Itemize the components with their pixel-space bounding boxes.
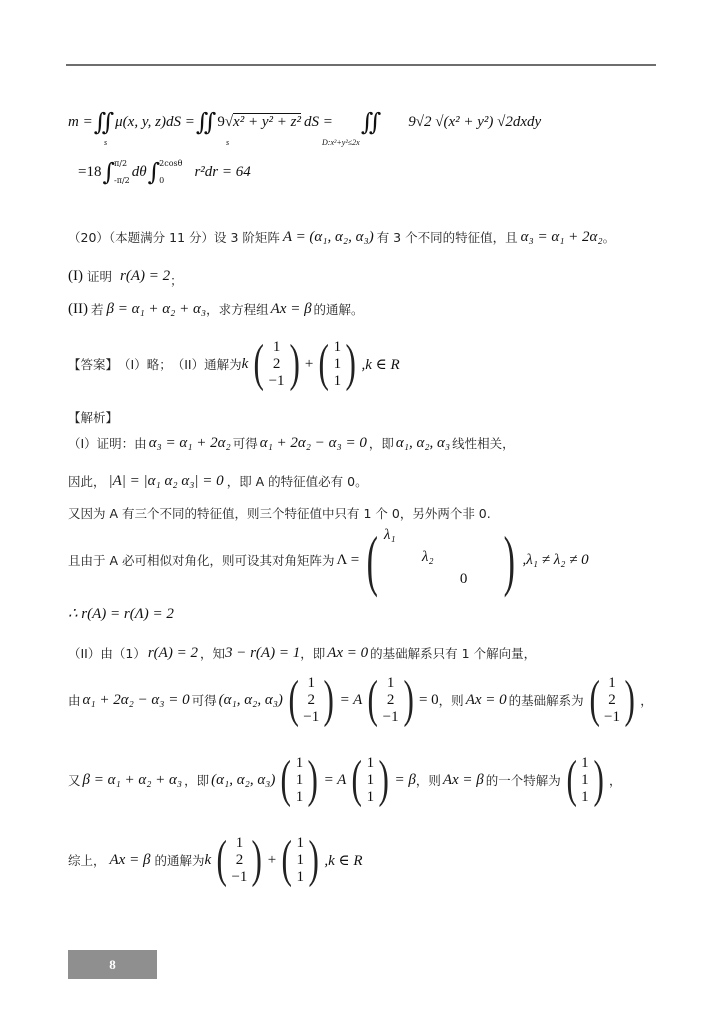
integral-symbol: ∫ <box>147 158 161 186</box>
double-integral-symbol: ∬ <box>93 108 115 136</box>
text: 因此， <box>68 474 106 489</box>
answer-part1: （I）略； <box>118 357 172 372</box>
double-integral-symbol: ∬ <box>360 108 382 136</box>
vector <box>563 751 607 808</box>
problem-statement <box>68 228 615 246</box>
analysis-p2-line2 <box>68 671 653 728</box>
part2-text-b: ，求方程组 <box>206 302 269 317</box>
math: r(A) = 2 <box>147 644 198 661</box>
entry: −1 <box>603 708 620 725</box>
entry: 2 <box>386 691 395 708</box>
left-paren: ( <box>566 751 577 808</box>
entry: 2 <box>307 691 315 708</box>
label-text: 【解析】 <box>68 410 119 425</box>
math: Ax = 0 <box>465 691 507 708</box>
analysis-p2-line4 <box>68 831 363 888</box>
math: β = α₁ + α₂ + α₃ <box>82 771 183 788</box>
part1-text: 证明 <box>87 269 113 284</box>
left-paren: ( <box>280 751 292 808</box>
tail: ,λ₁ ≠ λ₂ ≠ 0 <box>522 551 589 568</box>
left-paren: ( <box>589 671 600 728</box>
grid <box>384 527 498 593</box>
mass-formula-line1 <box>68 108 541 136</box>
math: α₁, α₂, α₃ <box>395 434 451 451</box>
part1-label: (I) <box>68 267 83 284</box>
column <box>230 835 248 886</box>
formula-mu: μ(x, y, z)dS = <box>115 113 195 130</box>
column <box>382 675 400 726</box>
entry: 1 <box>307 674 315 691</box>
left-paren: ( <box>216 831 227 888</box>
entry: 1 <box>581 771 589 788</box>
entry: λ₂ <box>421 549 434 565</box>
text: ，即 <box>300 646 326 661</box>
entry: 1 <box>272 338 281 355</box>
k: k <box>241 355 249 372</box>
text: 又因为 A 有三个不同的特征值，则三个特征值中只有 1 个 0，另外两个非 0. <box>68 506 491 521</box>
k: k <box>204 851 212 868</box>
answer-part2: （II）通解为 <box>171 357 242 372</box>
problem-part1 <box>68 263 183 289</box>
end-mark: 。 <box>602 230 616 245</box>
plus: + <box>304 355 314 372</box>
entry: 1 <box>366 788 375 805</box>
column <box>268 339 286 390</box>
answer-label: 【答案】 <box>68 357 119 372</box>
header-rule <box>66 64 656 66</box>
vector <box>586 671 639 728</box>
math: = A <box>323 771 347 788</box>
text: 线性相关， <box>452 436 515 451</box>
right-paren: ) <box>251 831 263 888</box>
part1-math: r(A) = 2 <box>120 267 171 284</box>
dtheta: dθ <box>131 163 147 180</box>
math: 3 − r(A) = 1 <box>224 644 301 661</box>
analysis-p1-conclusion <box>68 604 174 623</box>
entry: 1 <box>386 674 395 691</box>
right-paren: ) <box>593 751 604 808</box>
vector-1 <box>213 831 266 888</box>
left-paren: ( <box>253 335 265 392</box>
entry: 2 <box>272 355 281 372</box>
math: α₁ + 2α₂ − α₃ = 0 <box>82 691 190 708</box>
text: 可得 <box>232 436 258 451</box>
int3-domain: D:x²+y²≤2x <box>322 138 360 147</box>
entry: 1 <box>581 788 589 805</box>
column <box>295 755 305 806</box>
part2-math-b: Ax = β <box>270 300 312 317</box>
left-paren: ( <box>366 522 379 598</box>
upper: π/2 <box>113 159 128 168</box>
text: ，则 <box>415 773 441 788</box>
lead: =18 <box>78 163 102 180</box>
answer-tail: ,k ∈ R <box>361 356 400 373</box>
entry: 0 <box>459 571 468 587</box>
text: 综上， <box>68 853 106 868</box>
part1-end: ； <box>170 273 183 288</box>
right-paren: ) <box>503 522 515 598</box>
text: 的通解为 <box>154 853 205 868</box>
entry: 1 <box>366 771 375 788</box>
mass-formula-line2 <box>78 158 251 186</box>
int1-limits <box>114 159 130 185</box>
part2-math-a: β = α₁ + α₂ + α₃ <box>106 300 207 317</box>
part2-text-c: 的通解。 <box>313 302 364 317</box>
tail: ,k ∈ R <box>324 852 363 869</box>
entry: 1 <box>296 851 305 868</box>
vector-1 <box>250 335 303 392</box>
text: 又 <box>68 773 81 788</box>
text: （II）由（1） <box>68 646 146 661</box>
statement-tail: 有 3 个不同的特征值，且 <box>376 230 518 245</box>
analysis-p1-line4 <box>68 522 589 598</box>
column <box>302 675 320 726</box>
text: 由 <box>68 693 81 708</box>
integrand3: 9√2 √(x² + y²) √2dxdy <box>408 113 542 130</box>
left-paren: ( <box>318 335 330 392</box>
text: （I）证明：由 <box>68 436 147 451</box>
math: = β <box>394 771 416 788</box>
coef: 9 <box>217 113 225 130</box>
right-paren: ) <box>308 831 319 888</box>
right-paren: ) <box>323 671 335 728</box>
text: 的一个特解为 <box>485 773 561 788</box>
entry: λ₁ <box>383 527 396 543</box>
analysis-label <box>68 408 118 426</box>
sqrt-icon: √ <box>224 113 234 130</box>
math: α₃ = α₁ + 2α₂ <box>148 434 231 451</box>
analysis-p1-line3 <box>68 504 491 522</box>
formula-ds: dS = <box>303 113 333 130</box>
plus: + <box>267 851 277 868</box>
text: ， <box>640 693 653 708</box>
text: 的基础解系只有 1 个解向量， <box>370 646 537 661</box>
condition: α₃ = α₁ + 2α₂ <box>520 228 603 245</box>
math: = 0 <box>418 691 439 708</box>
math: Ax = β <box>109 851 151 868</box>
analysis-p1-line2 <box>68 472 368 490</box>
text: ，知 <box>199 646 225 661</box>
text: 且由于 A 必可相似对角化，则可设其对角矩阵为 <box>68 553 335 568</box>
left-paren: ( <box>351 751 363 808</box>
answer-line <box>68 335 400 392</box>
entry: −1 <box>382 708 399 725</box>
lower: -π/2 <box>113 176 130 185</box>
math: = A <box>339 691 363 708</box>
math: (α₁, α₂, α₃) <box>218 691 283 708</box>
entry: 1 <box>608 674 616 691</box>
page-number-box <box>68 950 157 979</box>
upper: 2cosθ <box>159 159 183 168</box>
int1-domain: s <box>104 138 108 147</box>
text: ，即 A 的特征值必有 0。 <box>226 474 368 489</box>
tail: r²dr = 64 <box>194 163 251 180</box>
formula-lhs: m = <box>68 113 93 130</box>
matrix-def: A = (α₁, α₂, α₃) <box>282 228 374 245</box>
math: |A| = |α₁ α₂ α₃| = 0 <box>108 472 224 489</box>
right-paren: ) <box>307 751 319 808</box>
math: Ax = 0 <box>327 644 369 661</box>
right-paren: ) <box>624 671 635 728</box>
analysis-p1-line1 <box>68 434 515 452</box>
vector-2 <box>315 335 359 392</box>
text: ，即 <box>368 436 394 451</box>
entry: 2 <box>235 851 244 868</box>
right-paren: ) <box>345 335 357 392</box>
integral-symbol: ∫ <box>102 158 115 186</box>
lower: 0 <box>159 176 165 185</box>
lambda-eq: Λ = <box>336 551 360 568</box>
column <box>333 339 343 390</box>
vector <box>364 671 417 728</box>
analysis-p2-line3 <box>68 751 622 808</box>
part2-text-a: 若 <box>90 302 104 317</box>
math: Ax = β <box>442 771 484 788</box>
column <box>580 755 590 806</box>
radicand: x² + y² + z² <box>233 114 301 130</box>
left-paren: ( <box>367 671 379 728</box>
double-integral-symbol: ∬ <box>195 108 217 136</box>
entry: 1 <box>333 372 342 389</box>
entry: 1 <box>296 834 305 851</box>
text: ，则 <box>438 693 464 708</box>
left-paren: ( <box>288 671 299 728</box>
right-paren: ) <box>403 671 414 728</box>
text: 可得 <box>191 693 217 708</box>
problem-part2 <box>68 300 364 318</box>
left-paren: ( <box>281 831 293 888</box>
math: (α₁, α₂, α₃) <box>211 771 276 788</box>
entry: −1 <box>303 708 320 725</box>
vector-2 <box>278 831 322 888</box>
entry: 1 <box>295 754 304 771</box>
vector <box>348 751 392 808</box>
entry: 1 <box>581 754 589 771</box>
problem-number: （20）（本题满分 11 分）设 3 阶矩阵 <box>68 230 280 245</box>
text: ，即 <box>184 773 210 788</box>
entry: 1 <box>296 868 305 885</box>
int2-domain: s <box>226 138 230 147</box>
analysis-p2-line1 <box>68 644 536 662</box>
right-paren: ) <box>378 751 390 808</box>
entry: 1 <box>295 771 304 788</box>
text: ， <box>608 773 622 788</box>
vector <box>285 671 338 728</box>
entry: 1 <box>333 355 342 372</box>
column <box>296 835 306 886</box>
page-number: 8 <box>109 956 116 972</box>
part2-label: (II) <box>68 300 88 317</box>
entry: −1 <box>268 372 285 389</box>
entry: −1 <box>231 868 248 885</box>
entry: 1 <box>295 788 304 805</box>
text: 的基础解系为 <box>508 693 584 708</box>
int2-limits <box>159 159 182 185</box>
diagonal-matrix <box>361 522 520 598</box>
vector <box>277 751 321 808</box>
column <box>366 755 376 806</box>
math: ∴ r(A) = r(Λ) = 2 <box>68 606 174 622</box>
entry: 1 <box>333 338 342 355</box>
column <box>603 675 621 726</box>
entry: 2 <box>608 691 616 708</box>
math: α₁ + 2α₂ − α₃ = 0 <box>259 434 367 451</box>
entry: 1 <box>366 754 375 771</box>
entry: 1 <box>235 834 244 851</box>
right-paren: ) <box>289 335 300 392</box>
